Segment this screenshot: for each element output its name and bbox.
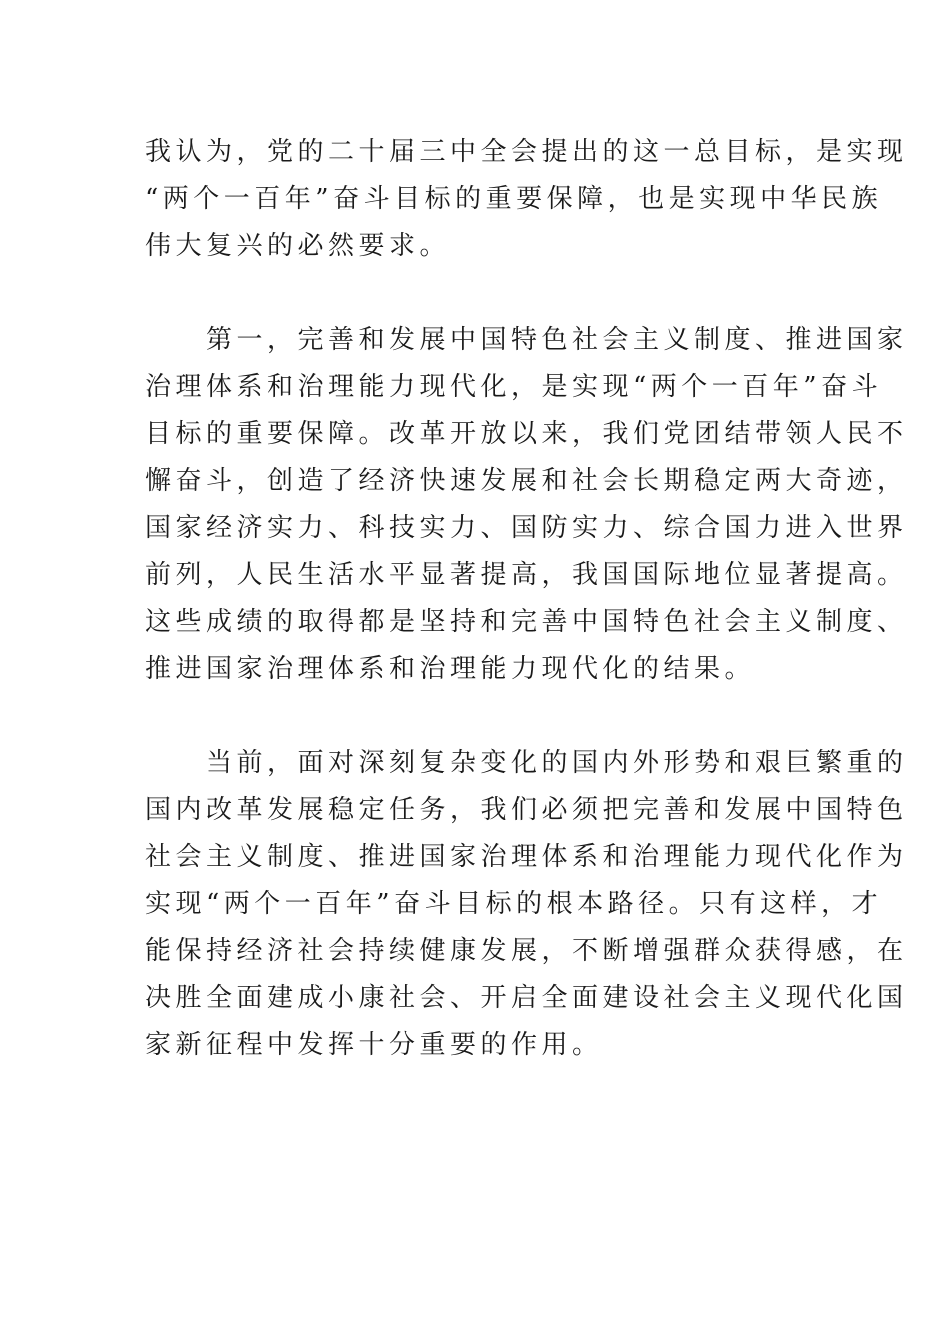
paragraph-line: “两个一百年”奋斗目标的重要保障，也是实现中华民族 <box>145 184 883 214</box>
document-body <box>145 129 908 1069</box>
paragraph-line: 国内改革发展稳定任务，我们必须把完善和发展中国特色 <box>145 795 908 825</box>
paragraph-line: 当前，面对深刻复杂变化的国内外形势和艰巨繁重的 <box>145 748 908 778</box>
paragraph-line: 我认为，党的二十届三中全会提出的这一总目标，是实现 <box>145 137 908 167</box>
paragraph-line: 能保持经济社会持续健康发展，不断增强群众获得感，在 <box>145 936 908 966</box>
paragraph-line: 前列，人民生活水平显著提高，我国国际地位显著提高。 <box>145 560 908 590</box>
paragraph-line: 国家经济实力、科技实力、国防实力、综合国力进入世界 <box>145 513 908 543</box>
paragraph-spacer <box>145 270 785 317</box>
paragraph-line: 懈奋斗，创造了经济快速发展和社会长期稳定两大奇迹， <box>145 466 908 496</box>
paragraph-line: 目标的重要保障。改革开放以来，我们党团结带领人民不 <box>145 419 908 449</box>
paragraph-line: 这些成绩的取得都是坚持和完善中国特色社会主义制度、 <box>145 607 908 637</box>
paragraph-line: 第一，完善和发展中国特色社会主义制度、推进国家 <box>145 325 908 355</box>
paragraph-line: 伟大复兴的必然要求。 <box>145 231 451 261</box>
paragraph-3 <box>145 740 908 1069</box>
paragraph-line: 家新征程中发挥十分重要的作用。 <box>145 1030 603 1060</box>
paragraph-line: 实现“两个一百年”奋斗目标的根本路径。只有这样，才 <box>145 889 883 919</box>
paragraph-spacer <box>145 693 785 740</box>
paragraph-line: 推进国家治理体系和治理能力现代化的结果。 <box>145 654 756 684</box>
paragraph-1 <box>145 129 908 270</box>
paragraph-line: 社会主义制度、推进国家治理体系和治理能力现代化作为 <box>145 842 908 872</box>
paragraph-2 <box>145 317 908 693</box>
paragraph-line: 决胜全面建成小康社会、开启全面建设社会主义现代化国 <box>145 983 908 1013</box>
paragraph-line: 治理体系和治理能力现代化，是实现“两个一百年”奋斗 <box>145 372 883 402</box>
